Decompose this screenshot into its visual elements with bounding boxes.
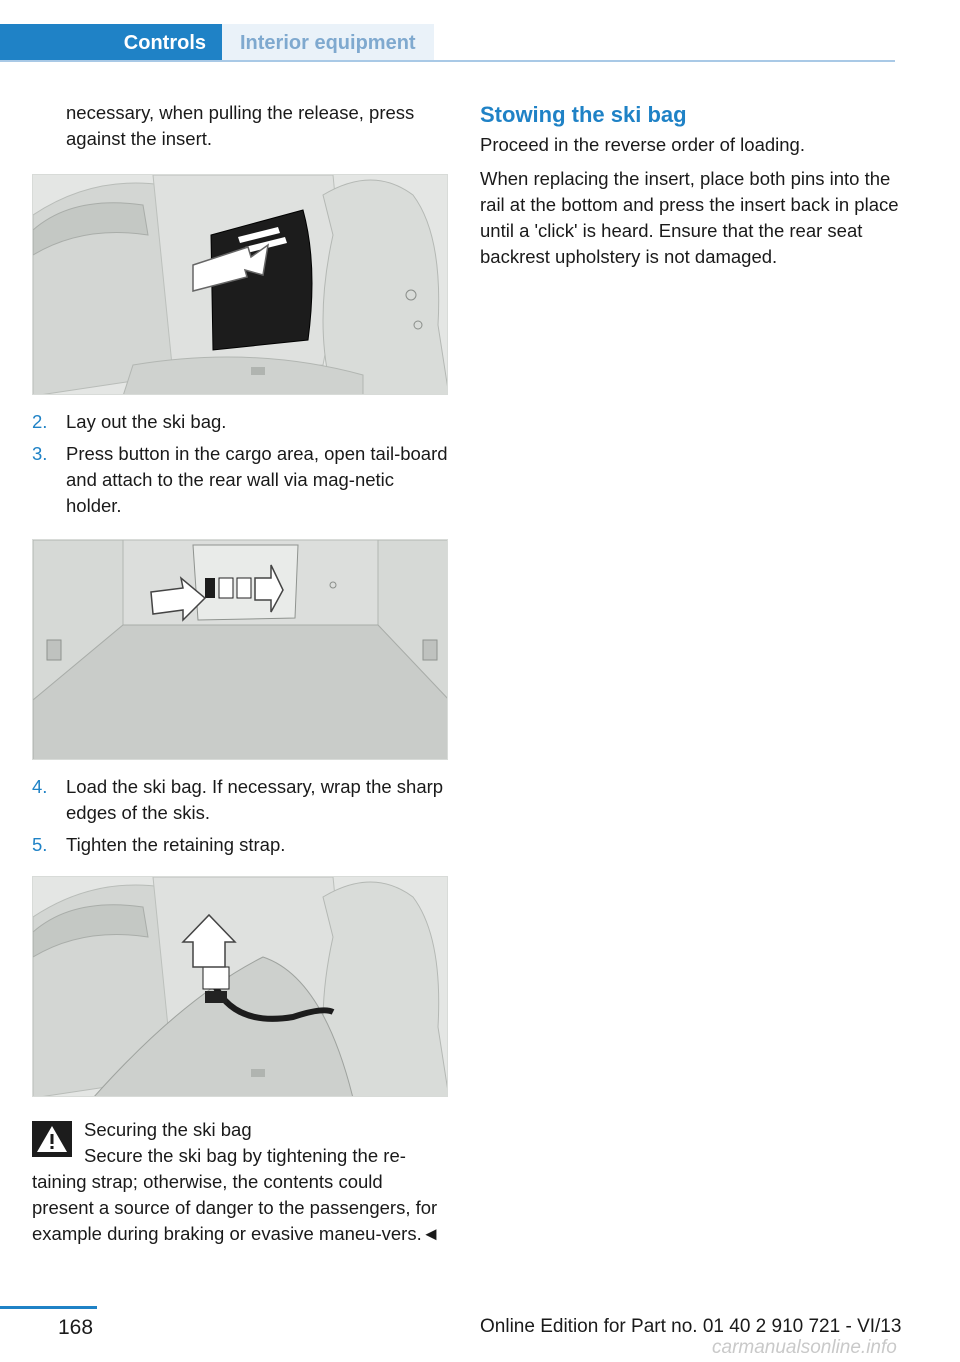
warning-triangle-icon — [32, 1121, 72, 1157]
tab-interior-equipment[interactable]: Interior equipment — [222, 24, 434, 62]
warning-title: Securing the ski bag — [84, 1119, 252, 1140]
watermark: carmanualsonline.info — [712, 1337, 897, 1358]
warning-text: taining strap; otherwise, the contents could present a source of danger to the passengers, for example during braking or evasive maneu‐vers.◄ — [32, 1171, 441, 1244]
list-item — [32, 441, 448, 519]
left-column — [32, 100, 448, 1247]
step-text: Load the ski bag. If necessary, wrap the sharp edges of the skis. — [66, 776, 444, 823]
steps-list-b — [32, 774, 448, 858]
list-item — [32, 832, 448, 858]
figure-cargo-area — [32, 539, 448, 760]
step-text: Lay out the ski bag. — [66, 411, 227, 432]
page-header — [0, 0, 960, 62]
intro-text: necessary, when pulling the release, press against the insert. — [66, 102, 415, 149]
page-number-rule — [0, 1306, 97, 1309]
figure-retaining-strap — [32, 876, 448, 1097]
tab-controls[interactable]: Controls — [0, 24, 222, 62]
paragraph: When replacing the insert, place both pins into the rail at the bottom and press the insert back in place until a 'click' is heard. Ensure that the rear seat backrest upholstery is not damaged. — [480, 168, 899, 267]
paragraph: Proceed in the reverse order of loading. — [480, 134, 805, 155]
list-item — [32, 409, 448, 435]
step-number: 5. — [32, 834, 48, 855]
step-number: 3. — [32, 443, 48, 464]
list-item — [32, 774, 448, 826]
warning-text-first-line: Secure the ski bag by tightening the re‐ — [84, 1145, 406, 1166]
section-heading: Stowing the ski bag — [480, 102, 687, 127]
steps-list-a — [32, 409, 448, 519]
warning-box — [32, 1117, 448, 1247]
step-text: Press button in the cargo area, open tail‐board and attach to the rear wall via mag‐netic holder. — [66, 443, 448, 516]
edition-footer: Online Edition for Part no. 01 40 2 910 721 - VI/13 — [480, 1316, 902, 1337]
step-number: 2. — [32, 411, 48, 432]
page-number: 168 — [58, 1316, 94, 1339]
step-number: 4. — [32, 776, 48, 797]
figure-release-insert — [32, 174, 448, 395]
right-column — [480, 100, 900, 270]
step-text: Tighten the retaining strap. — [66, 834, 286, 855]
header-divider — [0, 60, 895, 62]
